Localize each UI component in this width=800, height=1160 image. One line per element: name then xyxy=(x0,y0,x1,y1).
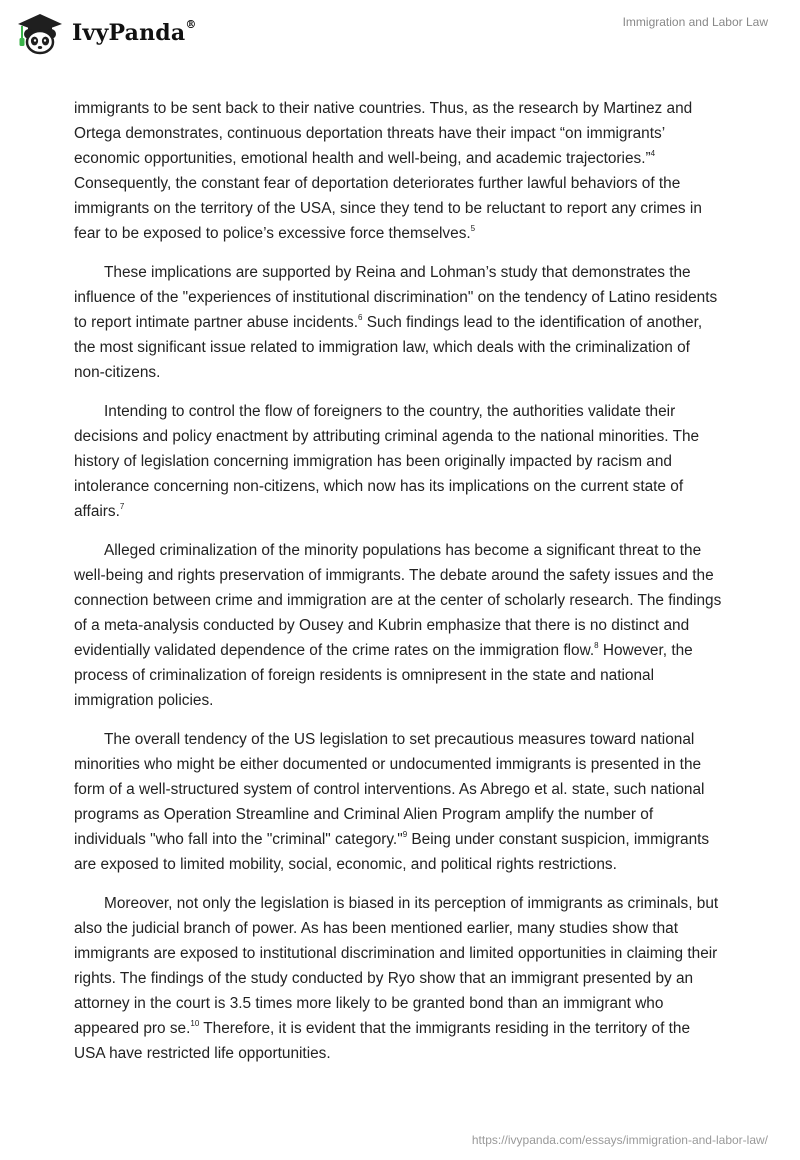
paragraph-text: Consequently, the constant fear of deportation deteriorates further lawful behaviors of the immigrants on the territory of the USA, since they tend to be reluctant to report any crimes in fear to be exposed to police’s excessive force themselves. xyxy=(74,175,702,242)
footnote-marker[interactable]: 8 xyxy=(594,640,599,650)
brand-name: IvyPanda xyxy=(72,20,186,46)
source-url[interactable]: https://ivypanda.com/essays/immigration-and-labor-law/ xyxy=(471,1133,768,1147)
paragraph-text: Such findings lead to the identification of another, the most significant issue related to immigration law, which deals with the criminalization of non-citizens. xyxy=(74,314,703,381)
body-paragraph xyxy=(74,399,724,524)
footnote-marker[interactable]: 7 xyxy=(119,501,125,511)
body-paragraph xyxy=(74,260,724,385)
document-title: Immigration and Labor Law xyxy=(622,15,768,29)
brand-logo[interactable] xyxy=(14,10,204,56)
panda-graduate-icon xyxy=(14,10,70,56)
paragraph-text: Alleged criminalization of the minority populations has become a significant threat to the well-being and rights preservation of immigrants. The debate around the safety issues and the connection between crime and immigration are at the center of scholarly research. The findings of a meta-analysis conducted by Ousey and Kubrin emphasize that there is no distinct and evidentially validated dependence of the crime rates on the immigration flow. xyxy=(74,542,722,659)
footnote-marker[interactable]: 6 xyxy=(358,312,363,322)
footnote-marker[interactable]: 5 xyxy=(470,223,476,233)
paragraph-text: These implications are supported by Reina and Lohman’s study that demonstrates the influence of the "experiences of institutional discrimination" on the tendency of Latino residents to report intimate partner abuse incidents. xyxy=(74,264,718,331)
footnote-marker[interactable]: 4 xyxy=(650,148,656,158)
paragraph-text: Therefore, it is evident that the immigrants residing in the territory of the USA have restricted life opportunities. xyxy=(74,1020,691,1062)
footnote-marker[interactable]: 9 xyxy=(402,829,408,839)
paragraph-text: The overall tendency of the US legislation to set precautious measures toward national minorities who might be either documented or undocumented immigrants is presented in the form of a well-structured system of control interventions. As Abrego et al. state, such national programs as Operation Streamline and Criminal Alien Program amplify the number of individuals "who fall into the "criminal" category." xyxy=(74,731,705,848)
paragraph-text: Being under constant suspicion, immigrants are exposed to limited mobility, social, economic, and political rights restrictions. xyxy=(74,831,710,873)
paragraph-text: Moreover, not only the legislation is biased in its perception of immigrants as criminals, but also the judicial branch of power. As has been mentioned earlier, many studies show that immigrants are exposed to institutional discrimination and limited opportunities in claiming their rights. The findings of the study conducted by Ryo show that an immigrant presented by an attorney in the court is 3.5 times more likely to be granted bond than an immigrant who appeared pro se. xyxy=(74,895,719,1037)
paragraph-text: However, the process of criminalization of foreign residents is omnipresent in the state and national immigration policies. xyxy=(74,642,693,709)
paragraph-text: immigrants to be sent back to their native countries. Thus, as the research by Martinez and Ortega demonstrates, continuous deportation threats have their impact “on immigrants’ economic opportunities, emotional health and well-being, and academic trajectories.” xyxy=(74,100,693,167)
brand-wordmark xyxy=(72,20,197,46)
essay-body xyxy=(74,96,724,1080)
paragraph-text: Intending to control the flow of foreigners to the country, the authorities validate their decisions and policy enactment by attributing criminal agenda to the national minorities. The history of legislation concerning immigration has been originally impacted by racism and intolerance concerning non-citizens, which now has its implications on the current state of affairs. xyxy=(74,403,700,520)
body-paragraph xyxy=(74,727,724,877)
body-paragraph xyxy=(74,538,724,713)
registered-mark: ® xyxy=(185,18,197,31)
page-header xyxy=(0,0,800,70)
body-paragraph xyxy=(74,891,724,1066)
body-paragraph xyxy=(74,96,724,246)
footnote-marker[interactable]: 10 xyxy=(190,1018,200,1028)
